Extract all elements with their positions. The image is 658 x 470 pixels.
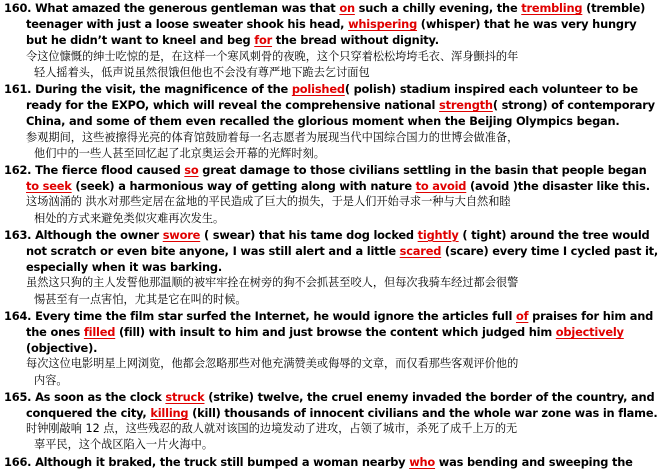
english-sentence-line xyxy=(4,97,655,113)
chinese-translation-line: 轻人摇着头，低声说虽然很饿但他也不会没有尊严地下跪去乞讨面包 xyxy=(34,65,370,79)
exercise-item xyxy=(4,389,658,454)
english-sentence-line xyxy=(4,308,654,324)
sentence-text: 166. Although it braked, the truck still bumped a woman nearby xyxy=(4,454,410,469)
sentence-text: 161. During the visit, the magnificence of the xyxy=(4,82,292,97)
sentence-text: (seek) a harmonious way of getting along with nature xyxy=(71,179,416,194)
sentence-text: such a chilly evening, the xyxy=(354,1,522,15)
answer-word: filled xyxy=(83,325,116,340)
exercise-item xyxy=(4,454,636,470)
exercise-item xyxy=(4,0,646,81)
english-sentence-line xyxy=(4,162,647,178)
answer-word: trembling xyxy=(521,1,583,15)
answer-word: objectively xyxy=(555,325,624,340)
chinese-translation-line: 惕甚至有一点害怕，尤其是它在叫的时候。 xyxy=(34,292,247,306)
english-sentence-line xyxy=(4,454,636,470)
english-sentence-line xyxy=(4,227,650,243)
sentence-text: (strike) twelve, the cruel enemy invaded the border of the country, and xyxy=(204,389,655,404)
answer-word: struck xyxy=(165,389,205,404)
chinese-translation-line: 内容。 xyxy=(34,373,68,387)
sentence-text: 164. Every time the film star surfed the Internet, he would ignore the articles full xyxy=(4,308,516,323)
english-sentence-line xyxy=(4,340,636,356)
answer-word: of xyxy=(515,308,529,323)
english-sentence-line xyxy=(4,113,636,129)
english-sentence-line xyxy=(4,243,658,259)
sentence-text: 160. What amazed the generous gentleman was that xyxy=(4,1,340,15)
chinese-translation-line: 相处的方式来避免类似灾难再次发生。 xyxy=(34,211,225,225)
sentence-text: 163. Although the owner xyxy=(4,227,163,242)
sentence-text: ( tight) around the tree would xyxy=(458,227,650,242)
sentence-text: not scratch or even bite anyone, I was still alert and a little xyxy=(26,244,400,259)
sentence-text: ( strong) of contemporary xyxy=(492,98,655,113)
exercise-item xyxy=(4,81,655,162)
exercise-item xyxy=(4,308,654,389)
chinese-translation-line: 每次这位电影明星上网浏览，他都会忽略那些对他充满赞美或侮辱的文章，而仅看那些客观评价他的 xyxy=(26,357,519,371)
answer-word: on xyxy=(339,1,355,15)
sentence-text: teenager with just a loose sweater shook his head, xyxy=(26,17,349,32)
answer-word: killing xyxy=(150,406,189,421)
sentence-text: (avoid )the disaster like this. xyxy=(466,179,650,194)
chinese-translation-line: 虽然这只狗的主人发誓他那温顺的被牢牢拴在树旁的狗不会抓甚至咬人，但每次我骑车经过都会很警 xyxy=(26,276,519,290)
sentence-text: the ones xyxy=(26,325,84,340)
sentence-text: the bread without dignity. xyxy=(272,33,439,48)
sentence-text: praises for him and xyxy=(528,308,654,323)
answer-word: scared xyxy=(399,244,442,259)
sentence-text: ( swear) that his tame dog locked xyxy=(200,227,418,242)
answer-word: who xyxy=(409,454,436,469)
exercise-item xyxy=(4,227,658,308)
answer-word: so xyxy=(184,163,199,178)
chinese-translation-line: 辜平民，这个战区陷入一片火海中。 xyxy=(34,438,214,452)
sentence-text: 165. As soon as the clock xyxy=(4,389,166,404)
english-sentence-line xyxy=(4,178,650,194)
english-sentence-line xyxy=(4,324,636,340)
answer-word: to seek xyxy=(26,179,72,194)
sentence-text: (objective). xyxy=(26,341,98,356)
english-sentence-line xyxy=(4,16,636,32)
answer-word: tightly xyxy=(417,227,459,242)
answer-word: whispering xyxy=(348,17,418,32)
english-sentence-line xyxy=(4,259,636,275)
sentence-text: China, and some of them even recalled the glorious moment when the Beijing Olympics began. xyxy=(26,114,620,129)
sentence-text: ready for the EXPO, which will reveal the comprehensive national xyxy=(26,98,440,113)
sentence-text: great damage to those civilians settling in the basin that people began xyxy=(198,163,647,178)
sentence-text: (scare) every time I cycled past it, xyxy=(441,244,658,259)
sentence-text: (tremble) xyxy=(582,1,646,15)
exercise-item xyxy=(4,162,650,227)
answer-word: polished xyxy=(291,82,345,97)
answer-word: swore xyxy=(162,227,201,242)
english-sentence-line xyxy=(4,32,636,48)
chinese-translation-line: 他们中的一些人甚至回忆起了北京奥运会开幕的光辉时刻。 xyxy=(34,146,325,160)
sentence-text: but he didn’t want to kneel and beg xyxy=(26,33,255,48)
sentence-text: (kill) thousands of innocent civilians and the whole war zone was in flame. xyxy=(188,406,658,421)
sentence-text: 162. The fierce flood caused xyxy=(4,163,185,178)
sentence-text: conquered the city, xyxy=(26,406,151,421)
english-sentence-line xyxy=(4,0,646,16)
answer-word: strength xyxy=(439,98,493,113)
english-sentence-line xyxy=(4,405,658,421)
sentence-text: especially when it was barking. xyxy=(26,260,222,275)
chinese-translation-line: 这场汹涌的 洪水对那些定居在盆地的平民造成了巨大的损失，于是人们开始寻求一种与大自然和睦 xyxy=(26,195,511,209)
answer-word: for xyxy=(254,33,273,48)
answer-word: to avoid xyxy=(415,179,467,194)
chinese-translation-line: 时钟刚敲响 12 点，这些残忍的敌人就对该国的边境发动了进攻，占领了城市，杀死了成千上万的无 xyxy=(26,422,518,436)
chinese-translation-line: 令这位慷慨的绅士吃惊的是，在这样一个寒风刺骨的夜晚，这个只穿着松松垮垮毛衣、浑身颤抖的年 xyxy=(26,49,519,63)
english-sentence-line xyxy=(4,389,655,405)
sentence-text: was bending and sweeping the xyxy=(435,454,633,469)
english-sentence-line xyxy=(4,81,636,97)
sentence-text: (whisper) that he was very hungry xyxy=(417,17,637,32)
chinese-translation-line: 参观期间，这些被擦得光亮的体育馆鼓励着每一名志愿者为展现当代中国综合国力的世博会做准备， xyxy=(26,130,519,144)
sentence-text: ( polish) stadium inspired each volunteer to be xyxy=(344,82,638,97)
sentence-text: (fill) with insult to him and just browse the content which judged him xyxy=(115,325,556,340)
